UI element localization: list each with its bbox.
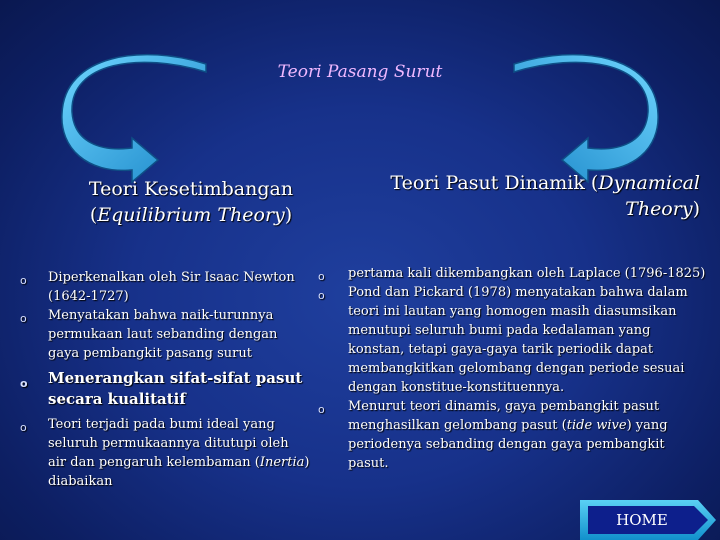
list-item-text-after: ) diabaikan — [48, 455, 310, 489]
bullet-icon: o — [20, 274, 27, 287]
list-item-text-italic: tide wive — [566, 418, 627, 433]
list-item — [318, 397, 708, 473]
heading-italic-2: Theory — [625, 198, 693, 220]
heading-italic: Equilibrium Theory — [97, 204, 285, 226]
bullet-icon: o — [20, 421, 27, 434]
list-item-text-italic: Inertia — [259, 455, 305, 470]
list-item — [20, 368, 310, 410]
list-item — [318, 283, 708, 397]
heading-open-paren: ( — [89, 204, 98, 226]
list-item-text-before: Menurut teori dinamis, gaya pembangkit pasut menghasilkan gelombang pasut ( — [348, 399, 660, 433]
heading-close-paren: ) — [692, 198, 700, 220]
heading-line-1: Teori Kesetimbangan — [88, 178, 294, 200]
dynamical-bullet-list — [318, 264, 708, 473]
bullet-icon: o — [318, 289, 325, 302]
list-item — [318, 264, 708, 283]
list-item-text: Diperkenalkan oleh Sir Isaac Newton (1642-1727) — [48, 270, 295, 304]
curved-arrow-right-icon — [510, 42, 660, 187]
bullet-icon: o — [318, 270, 325, 283]
home-button-label: HOME — [616, 511, 668, 529]
list-item-text-before: Teori terjadi pada bumi ideal yang seluruh permukaannya ditutupi oleh air dan pengaruh kelembaman ( — [48, 417, 289, 470]
bullet-icon: o — [20, 312, 27, 325]
list-item — [20, 415, 310, 491]
list-item-text: Menerangkan sifat-sifat pasut secara kualitatif — [48, 369, 303, 408]
equilibrium-bullet-list — [20, 268, 310, 491]
slide-title: Teori Pasang Surut — [277, 62, 443, 82]
heading-dynamical-theory — [344, 170, 700, 222]
list-item-text: Pond dan Pickard (1978) menyatakan bahwa dalam teori ini lautan yang homogen masih diasumsikan menutupi seluruh bumi pada kedalaman yang konstan, tetapi gaya-gaya tarik periodik dapat membangkitkan gelombang dengan periode sesuai dengan konstitue-konstituennya. — [348, 285, 688, 395]
curved-arrow-left-icon — [60, 42, 210, 187]
heading-equilibrium-theory — [60, 176, 322, 228]
list-item-text: Menyatakan bahwa naik-turunnya permukaan laut sebanding dengan gaya pembangkit pasang surut — [48, 308, 278, 361]
list-item-text: pertama kali dikembangkan oleh Laplace (1796-1825) — [348, 266, 706, 281]
heading-italic-1: Dynamical — [598, 172, 700, 194]
heading-close-paren: ) — [284, 204, 293, 226]
bullet-icon: o — [318, 403, 325, 416]
home-button[interactable] — [580, 500, 716, 540]
heading-prefix: Teori Pasut Dinamik ( — [390, 172, 599, 194]
list-item — [20, 306, 310, 363]
list-item-text-after: ) yang periodenya sebanding dengan gaya pembangkit pasut. — [348, 418, 668, 471]
bullet-icon: o — [20, 377, 28, 390]
list-item — [20, 268, 310, 306]
